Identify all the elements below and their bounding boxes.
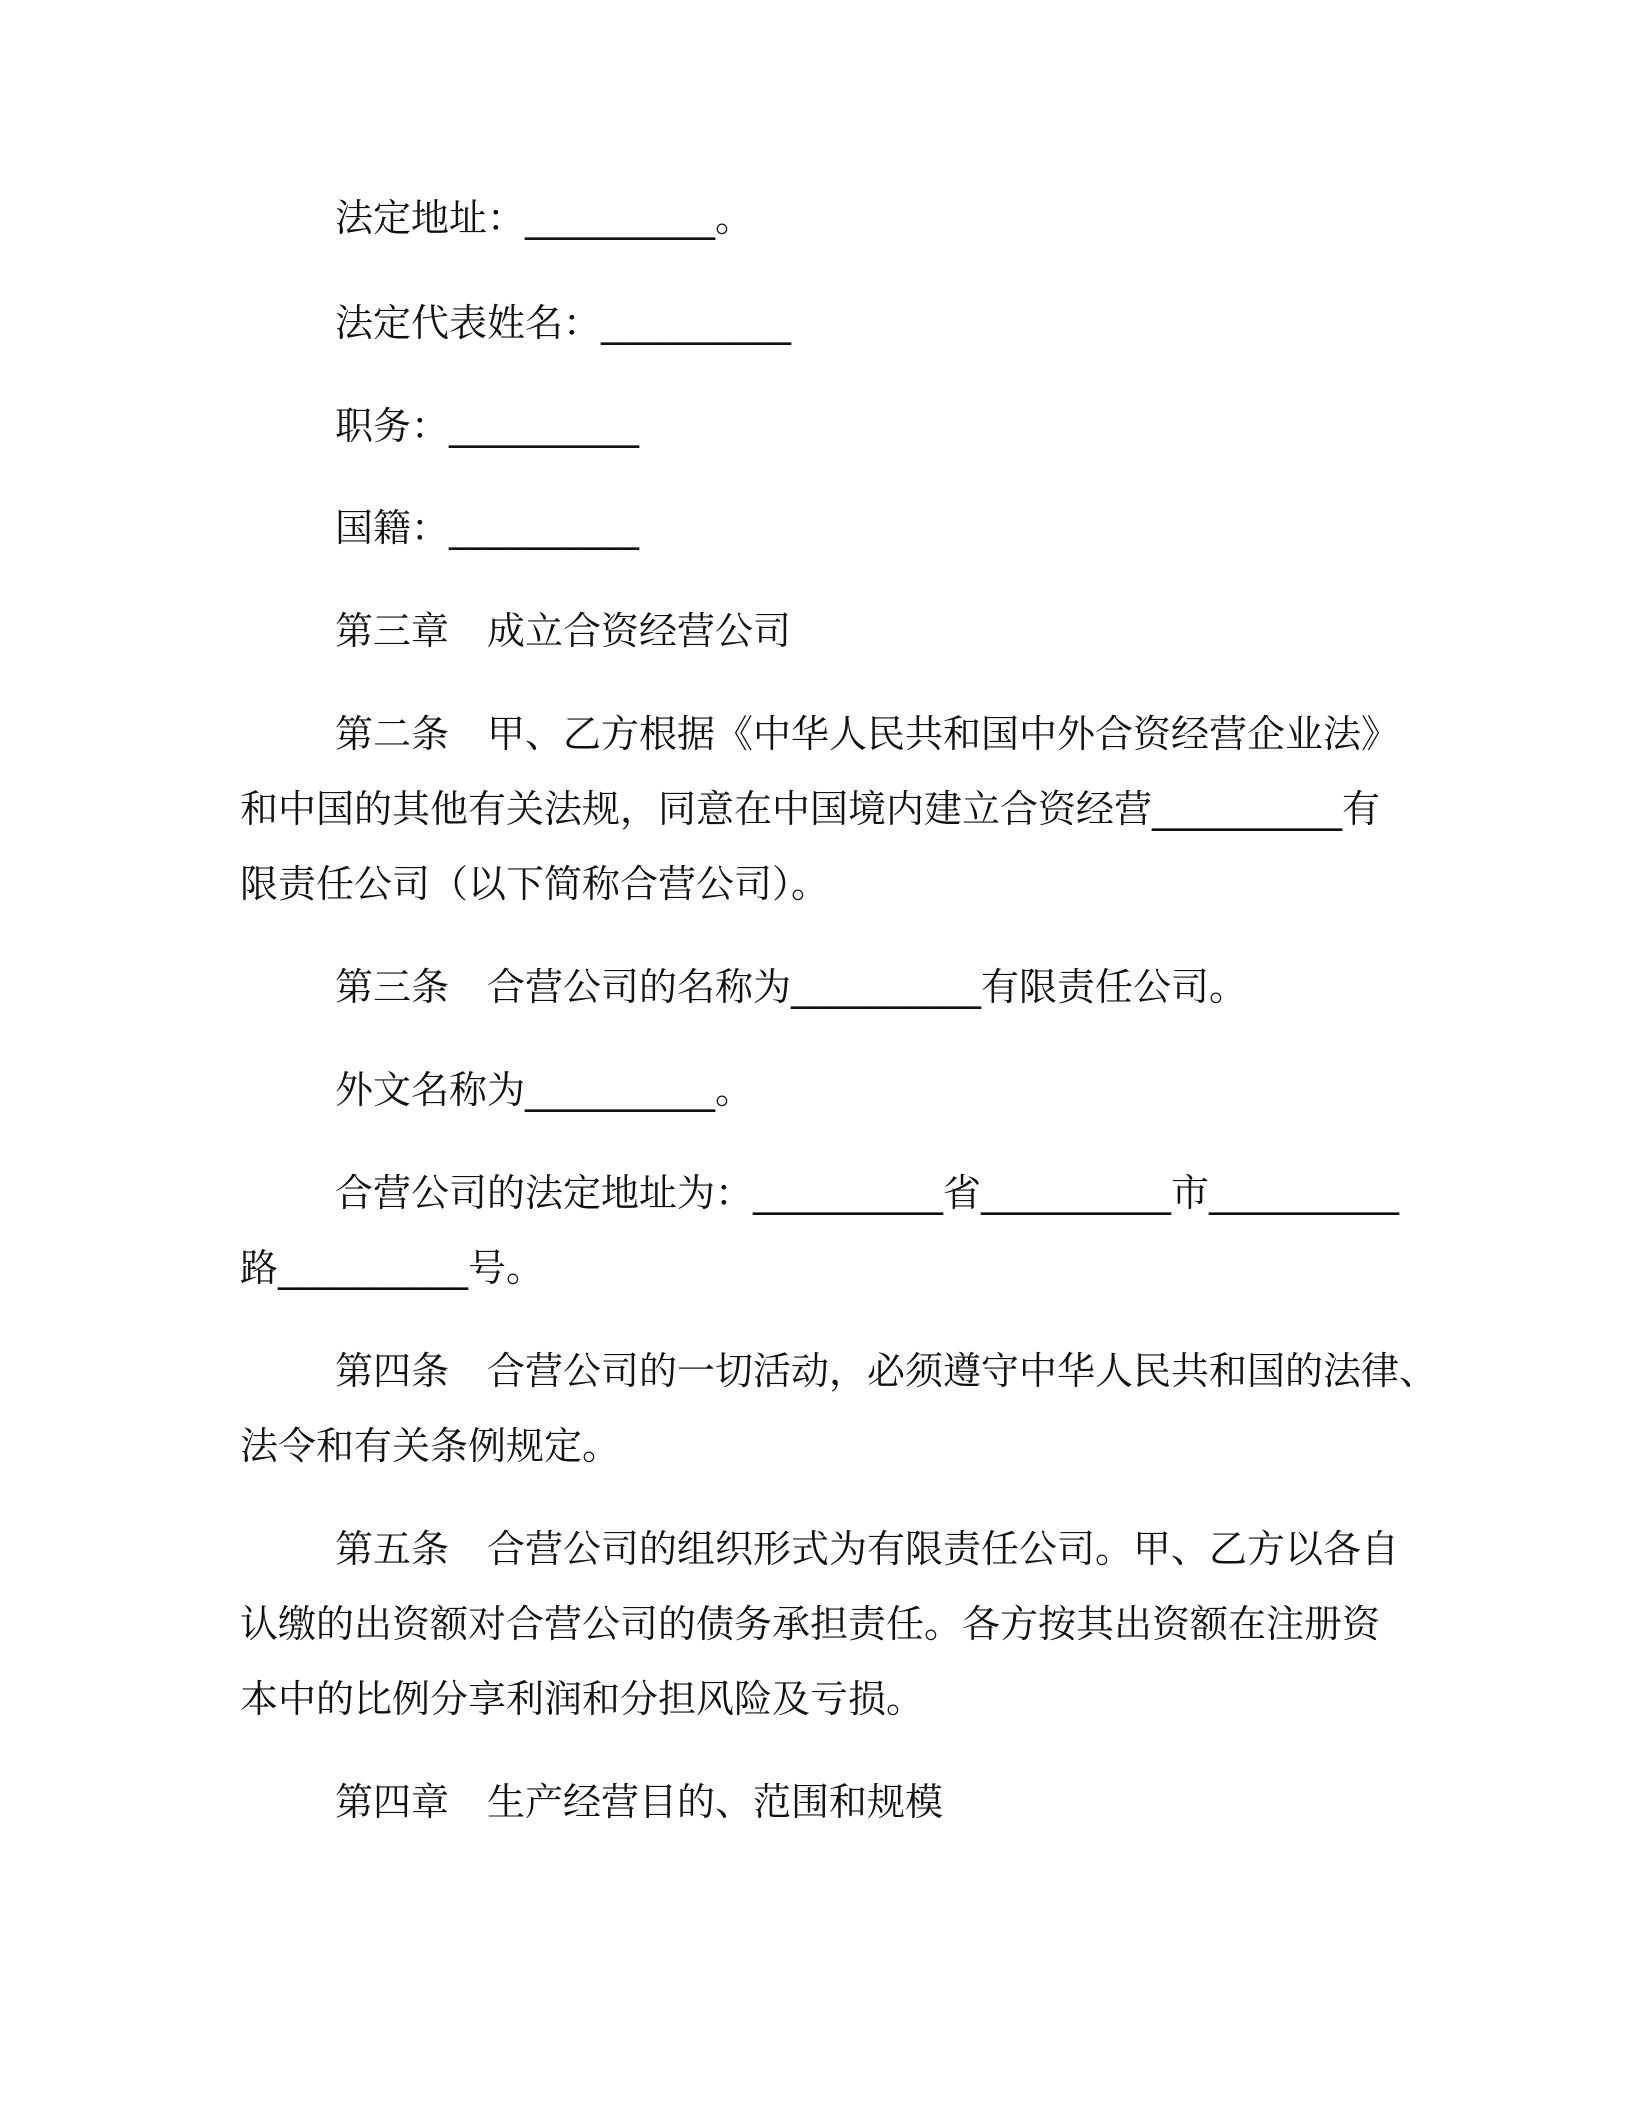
legal-address-line: 法定地址：__________。 bbox=[335, 196, 754, 240]
foreign-name-line: 外文名称为__________。 bbox=[335, 1068, 754, 1112]
company-address-line-1: 合营公司的法定地址为：__________省__________市__________ bbox=[335, 1171, 1400, 1215]
legal-representative-line: 法定代表姓名：__________ bbox=[335, 301, 792, 345]
article-five-line-1: 第五条 合营公司的组织形式为有限责任公司。甲、乙方以各自 bbox=[335, 1527, 1400, 1571]
company-address-line-2: 路__________号。 bbox=[240, 1246, 545, 1290]
chapter-four-heading: 第四章 生产经营目的、范围和规模 bbox=[335, 1780, 944, 1824]
position-line: 职务：__________ bbox=[335, 404, 640, 448]
article-two-line-3: 限责任公司（以下简称合营公司）。 bbox=[240, 862, 830, 906]
article-two-line-1: 第二条 甲、乙方根据《中华人民共和国中外合资经营企业法》 bbox=[335, 712, 1400, 756]
article-four-line-2: 法令和有关条例规定。 bbox=[240, 1424, 621, 1468]
article-three-line: 第三条 合营公司的名称为__________有限责任公司。 bbox=[335, 965, 1248, 1009]
article-five-line-2: 认缴的出资额对合营公司的债务承担责任。各方按其出资额在注册资 bbox=[240, 1602, 1381, 1646]
chapter-three-heading: 第三章 成立合资经营公司 bbox=[335, 609, 792, 653]
article-two-line-2: 和中国的其他有关法规，同意在中国境内建立合资经营__________有 bbox=[240, 787, 1381, 831]
article-four-line-1: 第四条 合营公司的一切活动，必须遵守中华人民共和国的法律、 bbox=[335, 1349, 1438, 1393]
article-five-line-3: 本中的比例分享利润和分担风险及亏损。 bbox=[240, 1677, 925, 1721]
nationality-line: 国籍：__________ bbox=[335, 506, 640, 550]
